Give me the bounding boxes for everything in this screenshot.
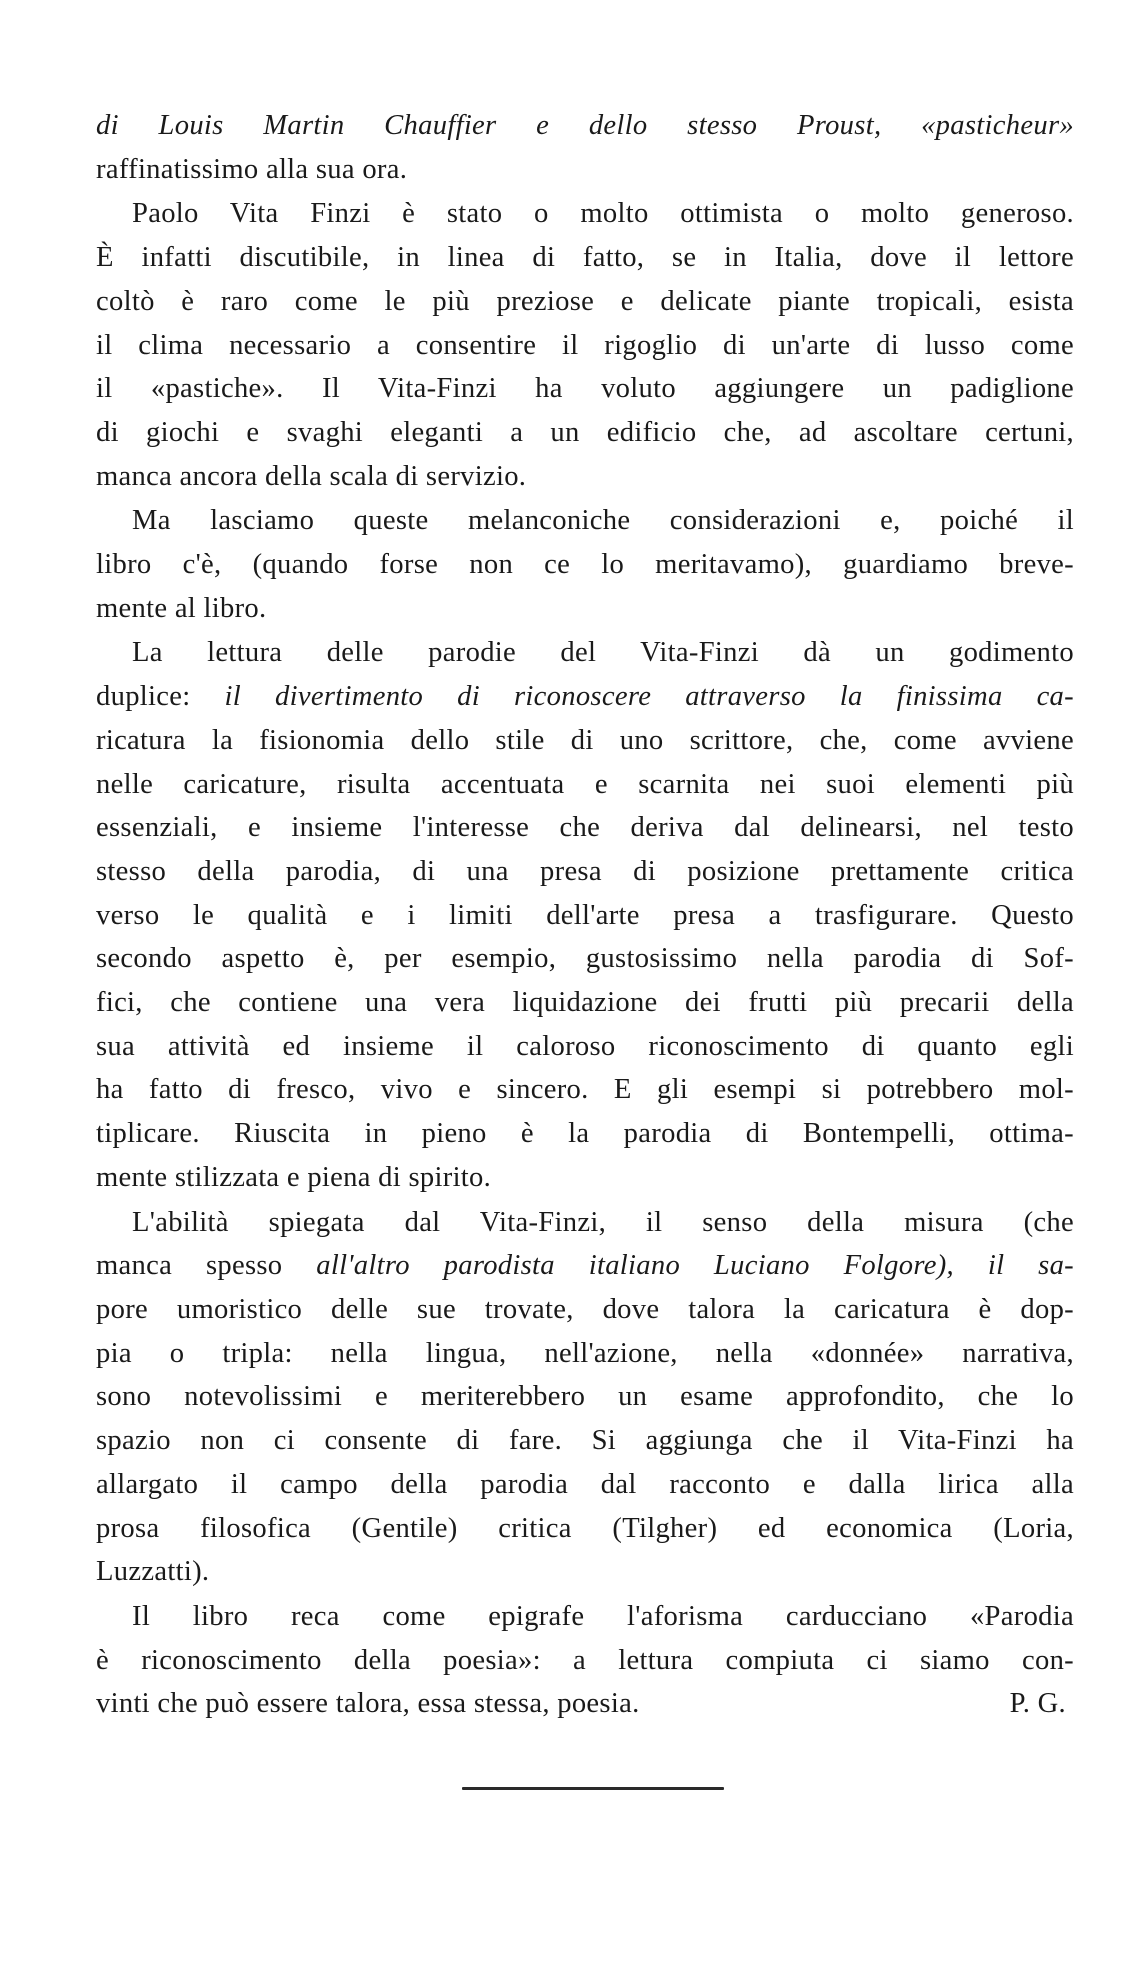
paragraph-p2	[96, 499, 1074, 630]
text-line	[96, 543, 1074, 587]
paragraph-p0	[96, 104, 1074, 191]
line-text: ricatura la fisionomia dello stile di uno scrittore, che, come avviene	[96, 724, 1074, 756]
text-line	[96, 850, 1074, 894]
text-line	[96, 148, 1074, 192]
line-text: mente al libro.	[96, 592, 267, 624]
line-text: tiplicare. Riuscita in pieno è la parodia di Bontempelli, ottima-	[96, 1118, 1074, 1150]
text-line	[96, 1550, 1074, 1594]
text-line	[96, 937, 1074, 981]
italic-text: il divertimento di riconoscere attraverso la finissima ca-	[224, 681, 1074, 713]
line-text: verso le qualità e i limiti dell'arte presa a trasfigurare. Questo	[96, 899, 1074, 931]
text-line	[96, 675, 1074, 719]
line-text: è riconoscimento della poesia»: a lettura compiuta ci siamo con-	[96, 1644, 1074, 1676]
line-text: ha fatto di fresco, vivo e sincero. E gli esempi si potrebbero mol-	[96, 1074, 1074, 1106]
line-text: secondo aspetto è, per esempio, gustosissimo nella parodia di Sof-	[96, 943, 1074, 975]
author-signature: P. G.	[1009, 1688, 1066, 1720]
line-text: duplice:	[96, 681, 225, 713]
text-line	[96, 1375, 1074, 1419]
line-text: fici, che contiene una vera liquidazione dei frutti più precarii della	[96, 987, 1074, 1019]
line-text: L'abilità spiegata dal Vita-Finzi, il senso della misura (che	[132, 1206, 1074, 1238]
line-text: manca ancora della scala di servizio.	[96, 460, 527, 492]
line-text: vinti che può essere talora, essa stessa, poesia.	[96, 1688, 640, 1720]
text-line	[96, 1419, 1074, 1463]
text-line	[96, 499, 1074, 543]
line-text: sua attività ed insieme il caloroso riconoscimento di quanto egli	[96, 1030, 1074, 1062]
line-text: allargato il campo della parodia dal racconto e dalla lirica alla	[96, 1468, 1074, 1500]
line-text: essenziali, e insieme l'interesse che deriva dal delinearsi, nel testo	[96, 812, 1074, 844]
text-line	[96, 894, 1074, 938]
text-line	[96, 1068, 1074, 1112]
line-text: È infatti discutibile, in linea di fatto, se in Italia, dove il lettore	[96, 242, 1074, 274]
end-rule-divider	[462, 1787, 724, 1790]
text-line	[96, 587, 1074, 631]
text-line	[96, 280, 1074, 324]
text-line	[96, 411, 1074, 455]
text-line	[96, 192, 1074, 236]
paragraph-p1	[96, 192, 1074, 498]
line-text: spazio non ci consente di fare. Si aggiunga che il Vita-Finzi ha	[96, 1425, 1074, 1457]
paragraph-p4	[96, 1201, 1074, 1594]
text-line	[96, 1112, 1074, 1156]
text-line	[96, 806, 1074, 850]
text-line	[96, 1595, 1074, 1639]
line-text: nelle caricature, risulta accentuata e scarnita nei suoi elementi più	[96, 768, 1074, 800]
line-text: coltò è raro come le più preziose e delicate piante tropicali, esista	[96, 285, 1074, 317]
text-line	[96, 763, 1074, 807]
paragraph-p5	[96, 1595, 1074, 1726]
italic-text: all'altro parodista italiano Luciano Folgore), il sa-	[316, 1250, 1074, 1282]
line-text: libro c'è, (quando forse non ce lo meritavamo), guardiamo breve-	[96, 549, 1074, 581]
text-line	[96, 1507, 1074, 1551]
text-line	[96, 631, 1074, 675]
italic-text: di Louis Martin Chauffier e dello stesso Proust, «pasticheur»	[96, 110, 1074, 141]
line-text: Ma lasciamo queste melanconiche considerazioni e, poiché il	[132, 505, 1074, 537]
line-text: mente stilizzata e piena di spirito.	[96, 1161, 492, 1193]
line-text: di giochi e svaghi eleganti a un edificio che, ad ascoltare certuni,	[96, 416, 1074, 448]
text-line	[96, 1639, 1074, 1683]
text-line	[96, 1682, 1074, 1726]
text-line	[96, 236, 1074, 280]
line-text: il «pastiche». Il Vita-Finzi ha voluto aggiungere un padiglione	[96, 373, 1074, 405]
text-line	[96, 719, 1074, 763]
line-text: sono notevolissimi e meriterebbero un esame approfondito, che lo	[96, 1381, 1074, 1413]
line-text: pore umoristico delle sue trovate, dove talora la caricatura è dop-	[96, 1293, 1074, 1325]
line-text: manca spesso	[96, 1250, 317, 1282]
text-line	[96, 1463, 1074, 1507]
paragraph-p3	[96, 631, 1074, 1199]
line-text: pia o tripla: nella lingua, nell'azione, nella «donnée» narrativa,	[96, 1337, 1074, 1369]
text-line	[96, 1201, 1074, 1245]
text-line	[96, 981, 1074, 1025]
line-text: La lettura delle parodie del Vita-Finzi dà un godimento	[132, 637, 1074, 669]
text-line	[96, 1156, 1074, 1200]
text-line	[96, 455, 1074, 499]
text-line	[96, 1244, 1074, 1288]
text-line	[96, 1332, 1074, 1376]
text-line	[96, 1288, 1074, 1332]
text-line	[96, 324, 1074, 368]
line-text: raffinatissimo alla sua ora.	[96, 153, 408, 185]
article-text	[96, 104, 1074, 1727]
text-line	[96, 1025, 1074, 1069]
line-text: prosa filosofica (Gentile) critica (Tilgher) ed economica (Loria,	[96, 1512, 1074, 1544]
text-line	[96, 104, 1074, 148]
line-text: Luzzatti).	[96, 1556, 210, 1588]
line-text: Il libro reca come epigrafe l'aforisma carducciano «Parodia	[132, 1600, 1074, 1632]
line-text: stesso della parodia, di una presa di posizione prettamente critica	[96, 855, 1074, 887]
line-text: Paolo Vita Finzi è stato o molto ottimista o molto generoso.	[132, 198, 1074, 230]
text-line	[96, 367, 1074, 411]
line-text: il clima necessario a consentire il rigoglio di un'arte di lusso come	[96, 329, 1074, 361]
